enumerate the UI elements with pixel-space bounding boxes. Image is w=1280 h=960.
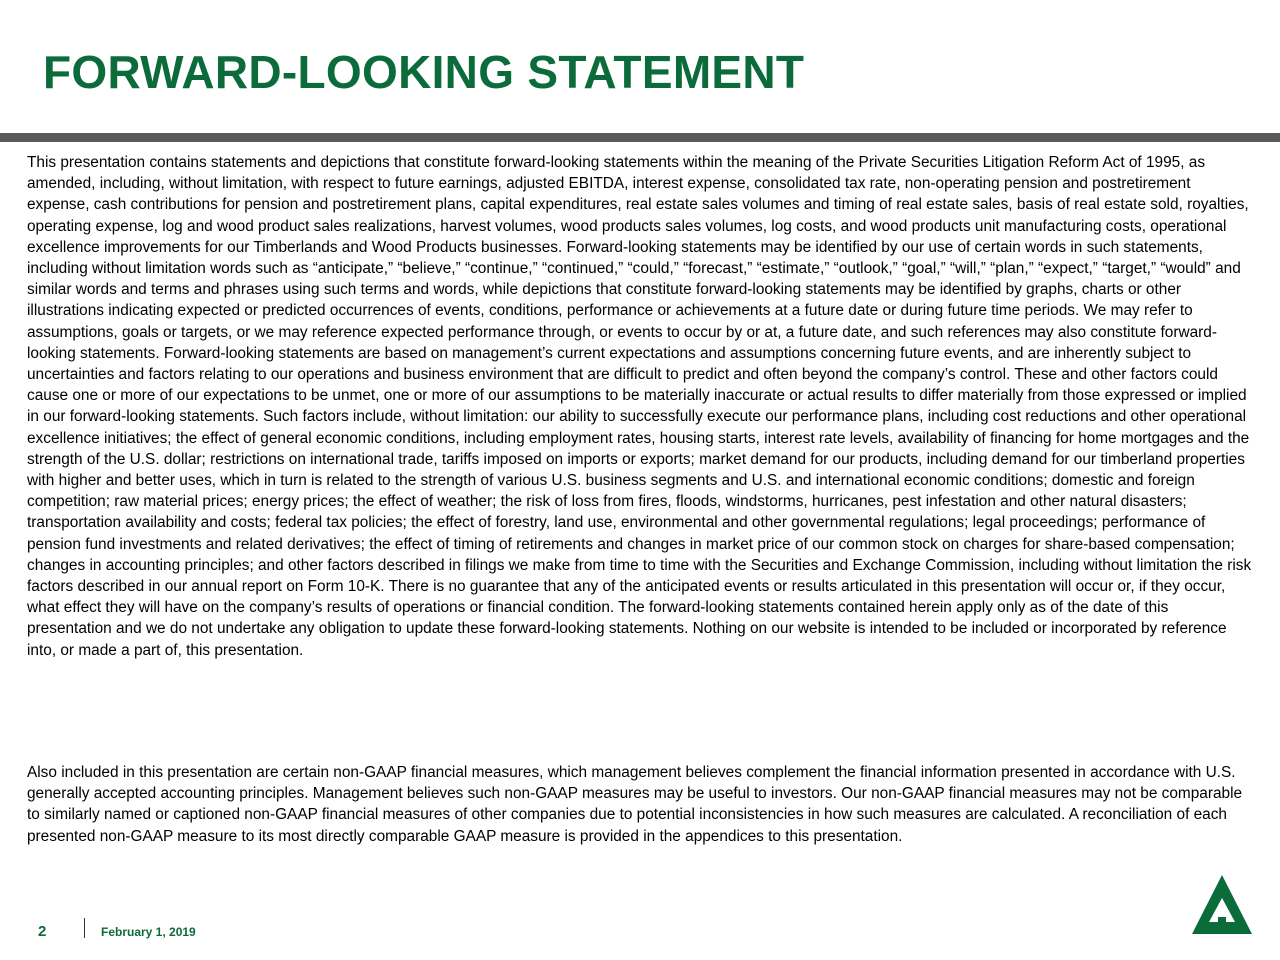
forward-looking-paragraph: This presentation contains statements and depictions that constitute forward-looking statements within the meaning of the Private Securities Litigation Reform Act of 1995, as amended, including, without limitation, with respect to future earnings, adjusted EBITDA, interest expense, consolidated tax rate, non-operating pension and postretirement expense, cash contributions for pension and postretirement plans, capital expenditures, real estate sales volumes and timing of real estate sales, basis of real estate sold, royalties, operating expense, log and wood product sales realizations, harvest volumes, wood products sales volumes, log costs, and wood products unit manufacturing costs, operational excellence improvements for our Timberlands and Wood Products businesses. Forward-looking statements may be identified by our use of certain words in such statements, including without limitation words such as “anticipate,” “believe,” “continue,” “continued,” “could,” “forecast,” “estimate,” “outlook,” “goal,” “will,” “plan,” “expect,” “target,” “would” and similar words and terms and phrases using such terms and words, while depictions that constitute forward-looking statements may be identified by graphs, charts or other illustrations indicating expected or predicted occurrences of events, conditions, performance or achievements at a future date or during future time periods. We may refer to assumptions, goals or targets, or we may reference expected performance through, or events to occur by or at, a future date, and such references may also constitute forward-looking statements. Forward-looking statements are based on management’s current expectations and assumptions concerning future events, and are inherently subject to uncertainties and factors relating to our operations and business environment that are difficult to predict and often beyond the company’s control. These and other factors could cause one or more of our expectations to be unmet, one or more of our assumptions to be materially inaccurate or actual results to differ materially from those expressed or implied in our forward-looking statements. Such factors include, without limitation: our ability to successfully execute our performance plans, including cost reductions and other operational excellence initiatives; the effect of general economic conditions, including employment rates, housing starts, interest rate levels, availability of financing for home mortgages and the strength of the U.S. dollar; restrictions on international trade, tariffs imposed on imports or exports; market demand for our products, including demand for our timberland properties with higher and better uses, which in turn is related to the strength of various U.S. business segments and U.S. and international economic conditions; domestic and foreign competition; raw material prices; energy prices; the effect of weather; the risk of loss from fires, floods, windstorms, hurricanes, pest infestation and other natural disasters; transportation availability and costs; federal tax policies; the effect of forestry, land use, environmental and other governmental regulations; legal proceedings; performance of pension fund investments and related derivatives; the effect of timing of retirements and changes in market price of our common stock on charges for share-based compensation; changes in accounting principles; and other factors described in filings we make from time to time with the Securities and Exchange Commission, including without limitation the risk factors described in our annual report on Form 10-K. There is no guarantee that any of the anticipated events or results articulated in this presentation will occur or, if they occur, what effect they will have on the company’s results of operations or financial condition. The forward-looking statements contained herein apply only as of the date of this presentation and we do not undertake any obligation to update these forward-looking statements. Nothing on our website is intended to be included or incorporated by reference into, or made a part of, this presentation. <box>27 154 1252 659</box>
footer-divider <box>84 918 85 938</box>
title-divider <box>0 133 1280 142</box>
non-gaap-paragraph: Also included in this presentation are certain non-GAAP financial measures, which management believes complement the financial information presented in accordance with U.S. generally accepted accounting principles. Management believes such non-GAAP measures may be useful to investors. Our non-GAAP financial measures may not be comparable to similarly named or captioned non-GAAP financial measures of other companies due to potential inconsistencies in how such measures are calculated. A reconciliation of each presented non-GAAP measure to its most directly comparable GAAP measure is provided in the appendices to this presentation. <box>27 764 1243 845</box>
page-number: 2 <box>38 923 47 940</box>
tree-triangle-logo-icon <box>1190 873 1254 935</box>
logo-trunk <box>1218 917 1226 934</box>
footer-date: February 1, 2019 <box>101 925 196 939</box>
slide-title: FORWARD-LOOKING STATEMENT <box>43 46 805 98</box>
